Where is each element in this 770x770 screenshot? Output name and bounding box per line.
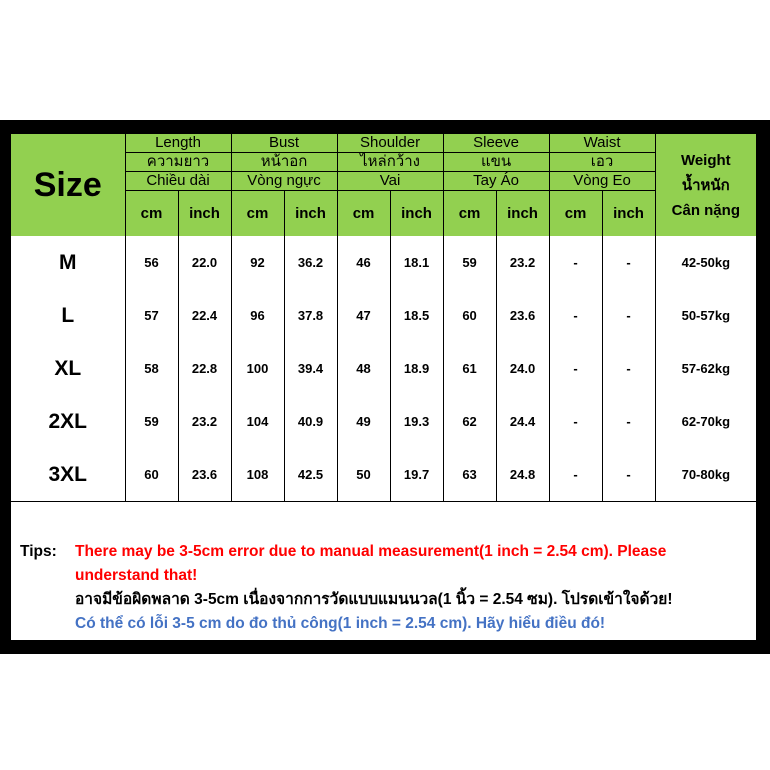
weight-header-en: Weight — [680, 151, 731, 169]
sleeve-header-vi: Tay Áo — [443, 172, 549, 191]
size-label: XL — [11, 342, 125, 395]
weight-header-vi: Cân nặng — [671, 201, 740, 219]
shoulder-cm-cell: 49 — [337, 395, 390, 448]
sleeve-inch-cell: 23.2 — [496, 236, 549, 289]
weight-cell: 62-70kg — [655, 395, 756, 448]
unit-inch: inch — [178, 191, 231, 237]
unit-cm: cm — [125, 191, 178, 237]
bust-inch-cell: 37.8 — [284, 289, 337, 342]
unit-cm: cm — [549, 191, 602, 237]
sleeve-cm-cell: 63 — [443, 448, 496, 502]
shoulder-header-vi: Vai — [337, 172, 443, 191]
weight-cell: 70-80kg — [655, 448, 756, 502]
waist-cm-cell: - — [549, 395, 602, 448]
waist-cm-cell: - — [549, 448, 602, 502]
bust-cm-cell: 100 — [231, 342, 284, 395]
sleeve-inch-cell: 24.4 — [496, 395, 549, 448]
length-inch-cell: 23.2 — [178, 395, 231, 448]
size-label: 2XL — [11, 395, 125, 448]
bust-inch-cell: 42.5 — [284, 448, 337, 502]
bust-cm-cell: 104 — [231, 395, 284, 448]
waist-header-vi: Vòng Eo — [549, 172, 655, 191]
shoulder-header-en: Shoulder — [337, 134, 443, 153]
shoulder-inch-cell: 19.3 — [390, 395, 443, 448]
unit-cm: cm — [231, 191, 284, 237]
waist-inch-cell: - — [602, 289, 655, 342]
unit-inch: inch — [496, 191, 549, 237]
shoulder-inch-cell: 18.5 — [390, 289, 443, 342]
length-cm-cell: 56 — [125, 236, 178, 289]
bust-header-en: Bust — [231, 134, 337, 153]
shoulder-inch-cell: 18.1 — [390, 236, 443, 289]
bust-inch-cell: 36.2 — [284, 236, 337, 289]
table-row — [11, 395, 756, 448]
tips-english-line-2: understand that! — [75, 567, 198, 584]
sleeve-header-th: แขน — [443, 153, 549, 172]
waist-inch-cell: - — [602, 236, 655, 289]
sleeve-inch-cell: 23.6 — [496, 289, 549, 342]
unit-cm: cm — [443, 191, 496, 237]
shoulder-header-th: ไหล่กว้าง — [337, 153, 443, 172]
bust-inch-cell: 39.4 — [284, 342, 337, 395]
unit-inch: inch — [390, 191, 443, 237]
sleeve-inch-cell: 24.0 — [496, 342, 549, 395]
shoulder-cm-cell: 47 — [337, 289, 390, 342]
length-cm-cell: 57 — [125, 289, 178, 342]
sleeve-cm-cell: 59 — [443, 236, 496, 289]
length-cm-cell: 58 — [125, 342, 178, 395]
waist-header-en: Waist — [549, 134, 655, 153]
length-header-en: Length — [125, 134, 231, 153]
length-cm-cell: 59 — [125, 395, 178, 448]
waist-cm-cell: - — [549, 236, 602, 289]
weight-cell: 42-50kg — [655, 236, 756, 289]
size-label: L — [11, 289, 125, 342]
bust-cm-cell: 92 — [231, 236, 284, 289]
length-inch-cell: 22.8 — [178, 342, 231, 395]
waist-inch-cell: - — [602, 342, 655, 395]
table-row — [11, 236, 756, 289]
bust-cm-cell: 96 — [231, 289, 284, 342]
size-header: Size — [11, 134, 125, 236]
length-inch-cell: 22.0 — [178, 236, 231, 289]
weight-cell: 57-62kg — [655, 342, 756, 395]
bust-header-vi: Vòng ngực — [231, 172, 337, 191]
weight-header-th: น้ำหนัก — [681, 176, 730, 194]
sleeve-header-en: Sleeve — [443, 134, 549, 153]
length-inch-cell: 22.4 — [178, 289, 231, 342]
unit-inch: inch — [602, 191, 655, 237]
sleeve-cm-cell: 62 — [443, 395, 496, 448]
weight-header — [655, 134, 756, 236]
sleeve-cm-cell: 61 — [443, 342, 496, 395]
bust-header-th: หน้าอก — [231, 153, 337, 172]
table-row — [11, 342, 756, 395]
bust-inch-cell: 40.9 — [284, 395, 337, 448]
tips-english-line-1: There may be 3-5cm error due to manual measurement(1 inch = 2.54 cm). Please — [75, 543, 667, 560]
table-row — [11, 448, 756, 502]
tips-thai-line: อาจมีข้อผิดพลาด 3-5cm เนื่องจากการวัดแบบแมนนวล(1 นิ้ว = 2.54 ซม). โปรดเข้าใจด้วย! — [75, 591, 673, 608]
shoulder-inch-cell: 19.7 — [390, 448, 443, 502]
shoulder-inch-cell: 18.9 — [390, 342, 443, 395]
length-header-vi: Chiều dài — [125, 172, 231, 191]
length-inch-cell: 23.6 — [178, 448, 231, 502]
length-header-th: ความยาว — [125, 153, 231, 172]
unit-cm: cm — [337, 191, 390, 237]
size-table — [11, 134, 756, 502]
length-cm-cell: 60 — [125, 448, 178, 502]
size-chart-frame — [0, 120, 770, 654]
tips-label: Tips: — [20, 543, 57, 560]
size-label: 3XL — [11, 448, 125, 502]
waist-cm-cell: - — [549, 342, 602, 395]
waist-inch-cell: - — [602, 395, 655, 448]
unit-inch: inch — [284, 191, 337, 237]
waist-inch-cell: - — [602, 448, 655, 502]
shoulder-cm-cell: 50 — [337, 448, 390, 502]
waist-header-th: เอว — [549, 153, 655, 172]
size-chart — [11, 134, 756, 640]
tips-vietnamese-line: Có thể có lỗi 3-5 cm do đo thủ công(1 inch = 2.54 cm). Hãy hiểu điều đó! — [75, 615, 606, 632]
weight-cell: 50-57kg — [655, 289, 756, 342]
sleeve-inch-cell: 24.8 — [496, 448, 549, 502]
shoulder-cm-cell: 48 — [337, 342, 390, 395]
size-label: M — [11, 236, 125, 289]
waist-cm-cell: - — [549, 289, 602, 342]
table-row — [11, 289, 756, 342]
sleeve-cm-cell: 60 — [443, 289, 496, 342]
bust-cm-cell: 108 — [231, 448, 284, 502]
shoulder-cm-cell: 46 — [337, 236, 390, 289]
